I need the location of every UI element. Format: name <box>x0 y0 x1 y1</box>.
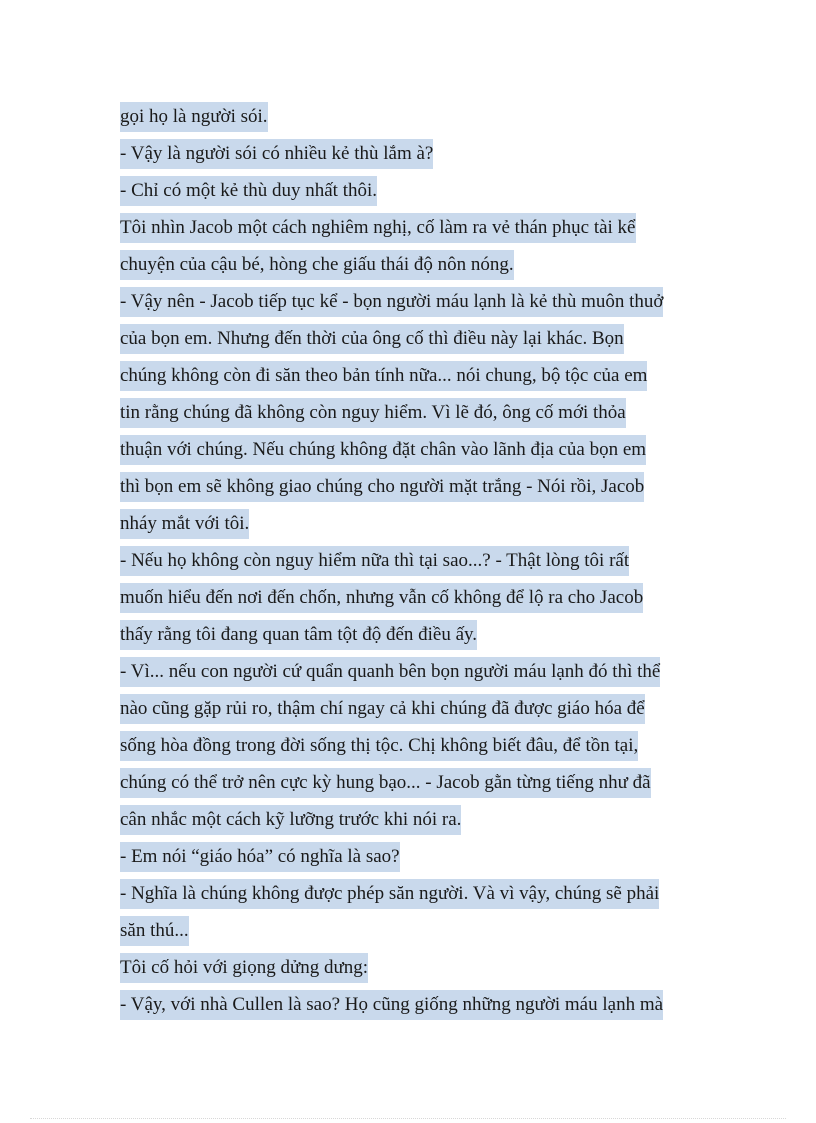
text-line <box>120 172 700 209</box>
highlighted-text: săn thú... <box>120 916 189 946</box>
text-line <box>120 542 700 579</box>
highlighted-text: nháy mắt với tôi. <box>120 509 249 539</box>
highlighted-text: thì bọn em sẽ không giao chúng cho người mặt trắng - Nói rồi, Jacob <box>120 472 644 502</box>
highlighted-text: - Vì... nếu con người cứ quẩn quanh bên bọn người máu lạnh đó thì thể <box>120 657 660 687</box>
highlighted-text: chúng không còn đi săn theo bản tính nữa... nói chung, bộ tộc của em <box>120 361 647 391</box>
highlighted-text: thuận với chúng. Nếu chúng không đặt chân vào lãnh địa của bọn em <box>120 435 646 465</box>
highlighted-text: - Nghĩa là chúng không được phép săn người. Và vì vậy, chúng sẽ phải <box>120 879 659 909</box>
highlighted-text: tin rằng chúng đã không còn nguy hiểm. Vì lẽ đó, ông cố mới thỏa <box>120 398 626 428</box>
text-line <box>120 875 700 912</box>
highlighted-text: - Nếu họ không còn nguy hiểm nữa thì tại sao...? - Thật lòng tôi rất <box>120 546 629 576</box>
text-line <box>120 468 700 505</box>
highlighted-text: - Vậy nên - Jacob tiếp tục kể - bọn người máu lạnh là kẻ thù muôn thuở <box>120 287 663 317</box>
text-line <box>120 320 700 357</box>
text-line <box>120 283 700 320</box>
text-line <box>120 690 700 727</box>
highlighted-text: chúng có thể trở nên cực kỳ hung bạo... - Jacob gằn từng tiếng như đã <box>120 768 651 798</box>
page-bottom-divider <box>30 1118 786 1119</box>
highlighted-text: - Vậy là người sói có nhiều kẻ thù lắm à? <box>120 139 433 169</box>
text-line <box>120 98 700 135</box>
highlighted-text: Tôi cố hỏi với giọng dửng dưng: <box>120 953 368 983</box>
highlighted-text: gọi họ là người sói. <box>120 102 268 132</box>
text-line <box>120 764 700 801</box>
text-line <box>120 801 700 838</box>
text-line <box>120 246 700 283</box>
text-line <box>120 727 700 764</box>
highlighted-text: - Vậy, với nhà Cullen là sao? Họ cũng giống những người máu lạnh mà <box>120 990 663 1020</box>
highlighted-text: chuyện của cậu bé, hòng che giấu thái độ nôn nóng. <box>120 250 514 280</box>
text-line <box>120 579 700 616</box>
highlighted-text: thấy rằng tôi đang quan tâm tột độ đến điều ấy. <box>120 620 477 650</box>
text-line <box>120 949 700 986</box>
highlighted-text: của bọn em. Nhưng đến thời của ông cố thì điều này lại khác. Bọn <box>120 324 624 354</box>
text-line <box>120 616 700 653</box>
text-line <box>120 135 700 172</box>
text-line <box>120 394 700 431</box>
highlighted-text: - Em nói “giáo hóa” có nghĩa là sao? <box>120 842 400 872</box>
highlighted-text: - Chỉ có một kẻ thù duy nhất thôi. <box>120 176 377 206</box>
text-line <box>120 653 700 690</box>
highlighted-text: muốn hiểu đến nơi đến chốn, nhưng vẫn cố không để lộ ra cho Jacob <box>120 583 643 613</box>
document-text <box>120 98 700 1023</box>
text-line <box>120 431 700 468</box>
text-line <box>120 209 700 246</box>
text-line <box>120 505 700 542</box>
text-line <box>120 357 700 394</box>
highlighted-text: nào cũng gặp rủi ro, thậm chí ngay cả khi chúng đã được giáo hóa để <box>120 694 645 724</box>
text-line <box>120 838 700 875</box>
text-line <box>120 912 700 949</box>
text-line <box>120 986 700 1023</box>
highlighted-text: cân nhắc một cách kỹ lưỡng trước khi nói ra. <box>120 805 461 835</box>
highlighted-text: sống hòa đồng trong đời sống thị tộc. Chị không biết đâu, để tồn tại, <box>120 731 638 761</box>
highlighted-text: Tôi nhìn Jacob một cách nghiêm nghị, cố làm ra vẻ thán phục tài kể <box>120 213 636 243</box>
